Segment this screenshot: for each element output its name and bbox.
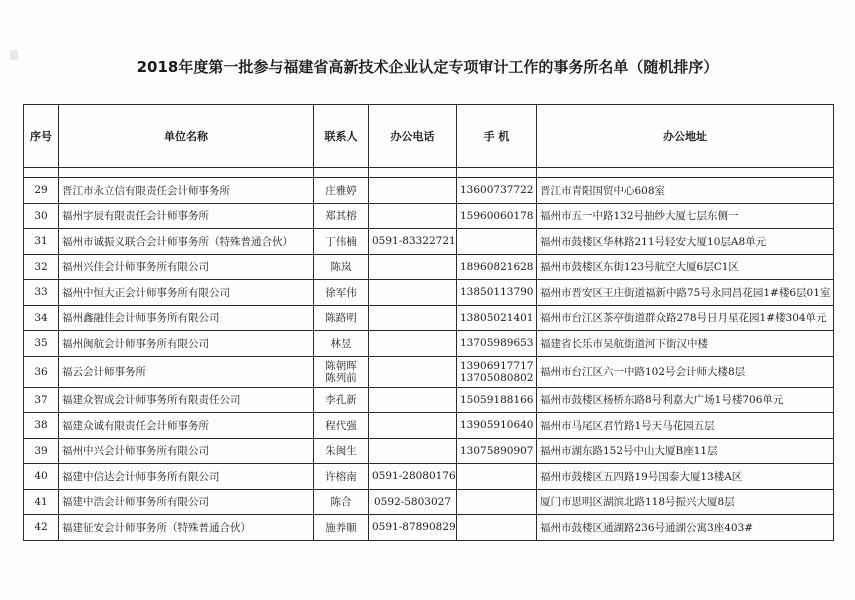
page-title: 2018年度第一批参与福建省高新技术企业认定专项审计工作的事务所名单（随机排序）	[136, 58, 719, 76]
cell-seq: 35	[24, 331, 59, 357]
cell-contact: 陈合	[314, 489, 369, 515]
cell-contact: 郑其榕	[314, 203, 369, 229]
cell-address: 晋江市青阳国贸中心608室	[537, 178, 834, 204]
cell-contact: 徐军伟	[314, 280, 369, 306]
cell-mobile	[457, 489, 537, 515]
cell-mobile: 13905910640	[457, 413, 537, 439]
cell-office-phone	[369, 356, 457, 387]
cell-name: 福建征安会计师事务所（特殊普通合伙）	[59, 515, 314, 541]
cell-name: 福州中兴会计师事务所有限公司	[59, 438, 314, 464]
cell-office-phone	[369, 178, 457, 204]
cell-address: 厦门市思明区湖滨北路118号振兴大厦8层	[537, 489, 834, 515]
cell-mobile: 13805021401	[457, 305, 537, 331]
cell-address: 福州市晋安区王庄街道福新中路75号永同昌花园1#楼6层01室	[537, 280, 834, 306]
cell-office-phone	[369, 438, 457, 464]
cell-address: 福州市湖东路152号中山大厦B座11层	[537, 438, 834, 464]
cell-seq: 38	[24, 413, 59, 439]
cell-contact: 施养顺	[314, 515, 369, 541]
table-row	[24, 331, 834, 357]
cell-office-phone	[369, 413, 457, 439]
cell-name: 福建众智成会计师事务所有限责任公司	[59, 387, 314, 413]
cell-name: 福州市诚振义联合会计师事务所（特殊普通合伙）	[59, 229, 314, 255]
cell-seq: 30	[24, 203, 59, 229]
table-row	[24, 305, 834, 331]
cell-seq: 33	[24, 280, 59, 306]
cell-office-phone: 0591-83322721	[369, 229, 457, 255]
spacer-row	[24, 168, 834, 178]
cell-name: 福州中恒大正会计师事务所有限公司	[59, 280, 314, 306]
table-row	[24, 413, 834, 439]
cell-office-phone: 0591-28080176	[369, 464, 457, 490]
cell-name: 福建中浩会计师事务所有限公司	[59, 489, 314, 515]
cell-contact	[314, 356, 369, 387]
cell-contact: 林昱	[314, 331, 369, 357]
cell-seq: 40	[24, 464, 59, 490]
cell-address: 福州市鼓楼区东街123号航空大厦6层C1区	[537, 254, 834, 280]
cell-mobile	[457, 464, 537, 490]
cell-mobile: 13075890907	[457, 438, 537, 464]
cell-contact: 陈路明	[314, 305, 369, 331]
table-row	[24, 203, 834, 229]
cell-name: 福云会计师事务所	[59, 356, 314, 387]
cell-contact: 许榕南	[314, 464, 369, 490]
cell-address: 福州市鼓楼区五四路19号国泰大厦13楼A区	[537, 464, 834, 490]
cell-office-phone: 0592-5803027	[369, 489, 457, 515]
table-row	[24, 515, 834, 541]
cell-contact: 庄雅婷	[314, 178, 369, 204]
cell-office-phone	[369, 203, 457, 229]
contact-secondary: 陈列前	[325, 371, 357, 384]
firm-table	[23, 104, 834, 541]
cell-name: 福建中信达会计师事务所有限公司	[59, 464, 314, 490]
cell-name: 福州闽航会计师事务所有限公司	[59, 331, 314, 357]
table-header-row	[24, 105, 834, 168]
cell-contact: 李孔新	[314, 387, 369, 413]
cell-name: 福州宇辰有限责任会计师事务所	[59, 203, 314, 229]
cell-mobile	[457, 229, 537, 255]
header-address: 办公地址	[537, 105, 834, 168]
cell-address: 福州市鼓楼区通湖路236号通湖公寓3座403#	[537, 515, 834, 541]
cell-contact: 朱闽生	[314, 438, 369, 464]
cell-seq: 29	[24, 178, 59, 204]
table-row	[24, 254, 834, 280]
header-office-phone: 办公电话	[369, 105, 457, 168]
cell-seq: 31	[24, 229, 59, 255]
cell-name: 晋江市永立信有限责任会计师事务所	[59, 178, 314, 204]
cell-mobile: 18960821628	[457, 254, 537, 280]
table-row	[24, 229, 834, 255]
header-seq: 序号	[24, 105, 59, 168]
mobile-primary: 13906917717	[460, 359, 534, 372]
cell-address: 福州市台江区六一中路102号会计师大楼8层	[537, 356, 834, 387]
cell-mobile: 13705989653	[457, 331, 537, 357]
cell-mobile: 15059188166	[457, 387, 537, 413]
table-row	[24, 356, 834, 387]
cell-office-phone	[369, 305, 457, 331]
cell-address: 福州市鼓楼区华林路211号轻安大厦10层A8单元	[537, 229, 834, 255]
table-row	[24, 178, 834, 204]
cell-mobile: 13850113790	[457, 280, 537, 306]
cell-office-phone	[369, 280, 457, 306]
cell-contact: 陈岚	[314, 254, 369, 280]
cell-office-phone	[369, 254, 457, 280]
table-row	[24, 387, 834, 413]
table-row	[24, 438, 834, 464]
cell-mobile	[457, 356, 537, 387]
header-contact: 联系人	[314, 105, 369, 168]
cell-address: 福州市台江区茶亭街道群众路278号日月星花园1#楼304单元	[537, 305, 834, 331]
table-row	[24, 489, 834, 515]
table-row	[24, 464, 834, 490]
cell-seq: 34	[24, 305, 59, 331]
mobile-secondary: 13705080802	[460, 371, 534, 384]
cell-address: 福州市五一中路132号抽纱大厦七层东侧一	[537, 203, 834, 229]
table-row	[24, 280, 834, 306]
cell-seq: 37	[24, 387, 59, 413]
cell-address: 福建省长乐市吴航街道河下街汉中楼	[537, 331, 834, 357]
cell-seq: 32	[24, 254, 59, 280]
cell-office-phone: 0591-87890829	[369, 515, 457, 541]
cell-seq: 36	[24, 356, 59, 387]
cell-address: 福州市马尾区君竹路1号天马花园五层	[537, 413, 834, 439]
contact-primary: 陈朝晖	[325, 359, 357, 372]
cell-mobile: 15960060178	[457, 203, 537, 229]
cell-name: 福州鑫融佳会计师事务所有限公司	[59, 305, 314, 331]
header-mobile: 手 机	[457, 105, 537, 168]
cell-name: 福建众诚有限责任会计师事务所	[59, 413, 314, 439]
cell-contact: 丁伟楠	[314, 229, 369, 255]
cell-seq: 39	[24, 438, 59, 464]
cell-address: 福州市鼓楼区杨桥东路8号利嘉大广场1号楼706单元	[537, 387, 834, 413]
cell-office-phone	[369, 331, 457, 357]
cell-seq: 42	[24, 515, 59, 541]
cell-mobile: 13600737722	[457, 178, 537, 204]
cell-seq: 41	[24, 489, 59, 515]
cell-office-phone	[369, 387, 457, 413]
header-name: 单位名称	[59, 105, 314, 168]
cell-contact: 程代强	[314, 413, 369, 439]
cell-mobile	[457, 515, 537, 541]
cell-name: 福州兴佳会计师事务所有限公司	[59, 254, 314, 280]
